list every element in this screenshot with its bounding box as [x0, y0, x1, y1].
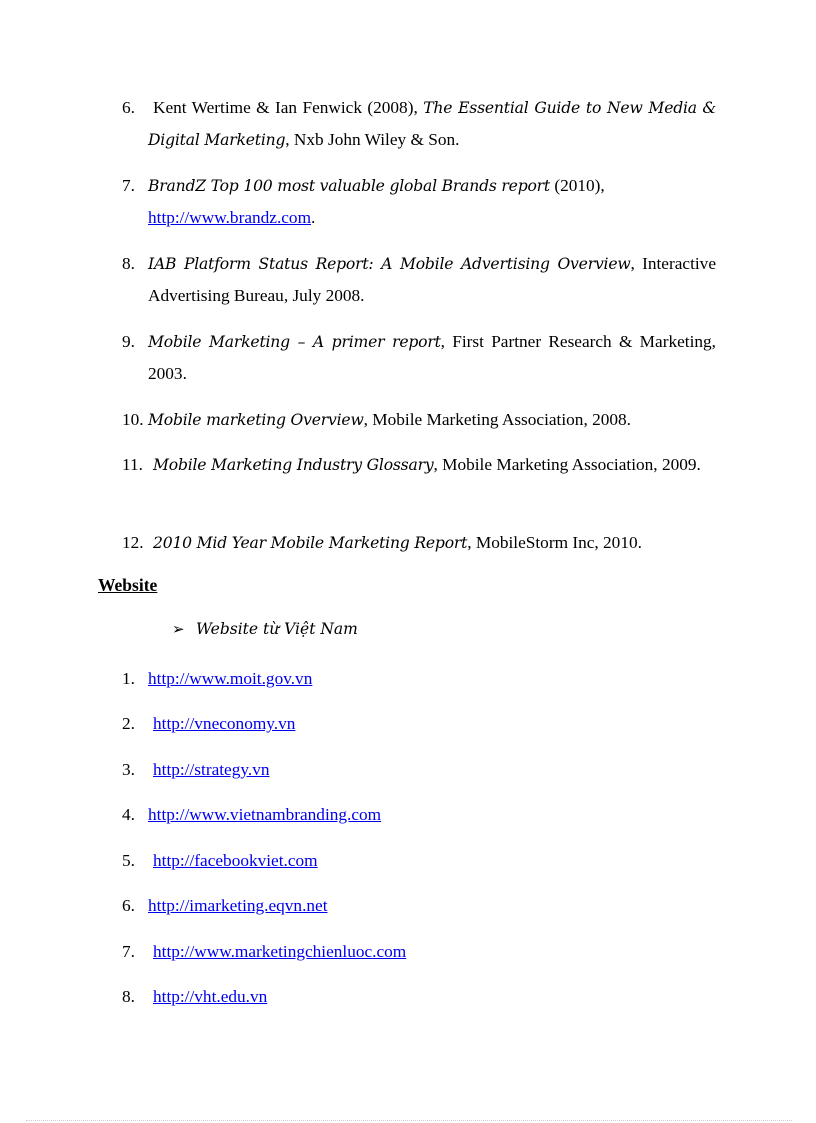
website-item-7	[122, 940, 406, 964]
website-number: 3.	[122, 760, 135, 779]
reference-number: 8.	[122, 254, 135, 273]
reference-year: 2009.	[661, 455, 701, 474]
reference-publisher: , MobileStorm Inc, 2010.	[467, 533, 642, 552]
reference-publisher-cont: Advertising Bureau, July 2008.	[148, 286, 365, 305]
website-item-8	[122, 985, 267, 1009]
website-number: 5.	[122, 851, 135, 870]
reference-publisher: , Mobile Marketing Association,	[433, 455, 658, 474]
reference-title: Mobile Marketing Industry Glossary	[153, 456, 434, 474]
website-item-4	[122, 803, 381, 827]
reference-title: Mobile Marketing – A primer report	[148, 333, 441, 351]
reference-number: 12.	[122, 533, 144, 552]
website-number: 6.	[122, 896, 135, 915]
reference-item-7	[122, 170, 716, 233]
arrow-bullet-icon: ➢	[172, 622, 185, 638]
reference-item-10	[122, 404, 716, 436]
reference-publisher: , Mobile Marketing Association, 2008.	[363, 410, 631, 429]
website-link[interactable]: http://imarketing.eqvn.net	[148, 896, 328, 915]
website-link[interactable]: http://www.moit.gov.vn	[148, 669, 313, 688]
website-number: 1.	[122, 669, 135, 688]
reference-number: 9.	[122, 332, 135, 351]
reference-period: .	[311, 208, 316, 227]
reference-number: 7.	[122, 176, 135, 195]
website-link[interactable]: http://vht.edu.vn	[153, 987, 268, 1006]
reference-publisher: , Nxb John Wiley & Son.	[285, 130, 460, 149]
reference-item-8	[122, 248, 716, 311]
page-bottom-divider	[26, 1120, 792, 1121]
reference-title: 2010 Mid Year Mobile Marketing Report	[153, 534, 468, 552]
website-number: 2.	[122, 714, 135, 733]
website-item-1	[122, 667, 312, 691]
reference-title-cont: & Digital Marketing	[148, 99, 716, 149]
reference-title: Mobile marketing Overview	[148, 411, 364, 429]
website-item-5	[122, 849, 318, 873]
website-link[interactable]: http://www.vietnambranding.com	[148, 805, 382, 824]
website-link[interactable]: http://strategy.vn	[153, 760, 270, 779]
website-item-6	[122, 894, 328, 918]
website-link[interactable]: http://www.marketingchienluoc.com	[153, 942, 407, 961]
reference-publisher: , First Partner Research & Marketing,	[440, 332, 716, 351]
reference-number: 11.	[122, 455, 143, 474]
reference-title: IAB Platform Status Report: A Mobile Advertising Overview	[148, 255, 631, 273]
reference-item-6	[122, 92, 716, 156]
website-link[interactable]: http://vneconomy.vn	[153, 714, 296, 733]
reference-link[interactable]: http://www.brandz.com	[148, 208, 312, 227]
website-number: 8.	[122, 987, 135, 1006]
website-number: 7.	[122, 942, 135, 961]
reference-item-12	[122, 527, 716, 559]
reference-item-9	[122, 326, 716, 389]
website-subheading-text: Website từ Việt Nam	[196, 620, 358, 638]
reference-title: BrandZ Top 100 most valuable global Brands report	[148, 177, 551, 195]
website-section-heading: Website	[98, 575, 158, 595]
reference-item-11	[122, 449, 716, 481]
website-number: 4.	[122, 805, 135, 824]
reference-number: 6.	[122, 98, 135, 117]
reference-year: 2003.	[148, 364, 187, 383]
reference-year: (2010),	[550, 176, 605, 195]
website-item-2	[122, 712, 295, 736]
reference-title: The Essential Guide to New Media	[423, 99, 697, 117]
reference-authors: Kent Wertime & Ian Fenwick (2008),	[153, 98, 424, 117]
reference-number: 10.	[122, 410, 144, 429]
reference-publisher: , Interactive	[630, 254, 716, 273]
website-link[interactable]: http://facebookviet.com	[153, 851, 318, 870]
website-subheading	[172, 620, 358, 639]
website-item-3	[122, 758, 269, 782]
